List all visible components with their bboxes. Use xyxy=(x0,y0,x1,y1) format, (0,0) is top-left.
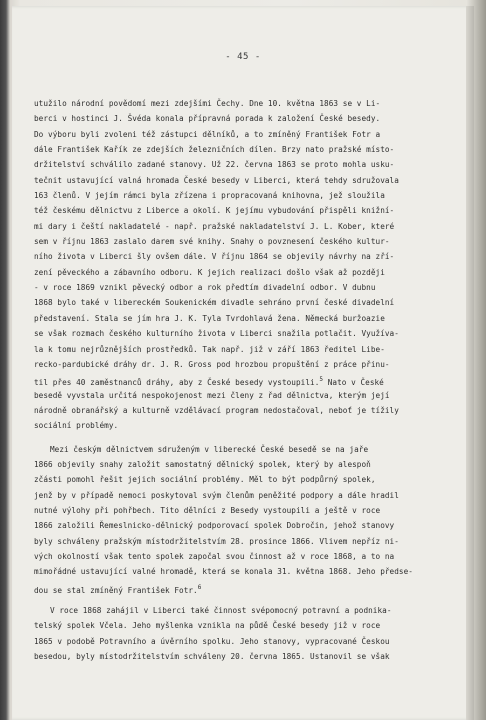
text-line: sociální problémy. xyxy=(34,421,119,431)
text-line: nutné výlohy při pohřbech. Tito dělníci z Besedy vystoupili a ještě v roce xyxy=(34,505,381,515)
footnote-marker: 5 xyxy=(319,376,324,384)
text-line: 1866 objevily snahy založit samostatný dělnický spolek, který by alespoň xyxy=(34,459,371,469)
text-line xyxy=(34,580,434,595)
text-line: telský spolek Včela. Jeho myšlenka vznikla na půdě České besedy již v roce xyxy=(34,621,381,631)
text-line: národně obranářský a kulturně vzdělávací program nedostačoval, neboť je tížily xyxy=(34,405,399,415)
text-line: 1865 v podobě Potravního a úvěrního spolku. Jeho stanovy, vypracované Českou xyxy=(34,636,390,646)
text-line: 1866 založili Řemeslnicko-dělnický podporovací spolek Dobročin, jehož stanovy xyxy=(34,521,395,531)
text-line: - v roce 1869 vznikl pěvecký odbor a rok předtím divadelní odbor. V dubnu xyxy=(34,283,376,293)
text-line: držitelství schválilo zadané stanovy. Už 22. června 1863 se proto mohla usku- xyxy=(34,160,395,170)
text-line: ního života v Liberci šly ovšem dále. V říjnu 1864 se objevily návrhy na zří- xyxy=(34,252,395,262)
text-line: se však rozmach českého kulturního života v Liberci snažila potlačit. Využíva- xyxy=(34,329,399,339)
text-line xyxy=(34,372,434,387)
text-line: utužilo národní povědomí mezi zdejšími Čechy. Dne 10. května 1863 se v Li- xyxy=(34,99,381,108)
text-line: jenž by v případě nemoci poskytoval svým členům peněžité podpory a dále hradil xyxy=(34,490,399,500)
text-line: vých okolností však tento spolek započal svou činnost až v roce 1868, a to na xyxy=(34,551,395,561)
text-line: V roce 1868 zahájil v Liberci také činnost svépomocný potravní a podnika- xyxy=(50,606,392,615)
text-line: zčásti pomohl řešit jejich sociální problémy. Měl to být podpůrný spolek, xyxy=(34,475,376,485)
text-segment: Nato v České xyxy=(323,378,384,388)
text-line: též českému dělnictvu z Liberce a okolí. K jejímu vybudování přispěli knižní- xyxy=(34,206,395,216)
text-line: tečnit ustavující valná hromada České besedy v Liberci, která tehdy sdružovala xyxy=(34,175,399,185)
text-line: sem v říjnu 1863 zaslalo darem své knihy. Snahy o povznesení českého kultur- xyxy=(34,237,390,247)
text-line: představení. Stala se jím hra J. K. Tyla Tvrdohlavá žena. Německá buržoazie xyxy=(34,313,385,323)
text-line: Mezi českým dělnictvem sdruženým v liberecké České besedě se na jaře xyxy=(50,444,369,454)
footnote-marker: 6 xyxy=(197,583,202,591)
text-segment: til přes 40 zaměstnanců dráhy, aby z České besedy vystoupili. xyxy=(34,378,320,388)
text-line: besedě vyvstala určitá nespokojenost mezi členy z řad dělnictva, kterým její xyxy=(34,390,390,400)
text-line: 163 členů. V jejím rámci byla zřízena i propracovaná knihovna, jež sloužila xyxy=(34,191,385,201)
document-page xyxy=(12,6,474,720)
text-line: dále František Kařík ze zdejších železničních dílen. Brzy nato pražské místo- xyxy=(34,145,395,155)
text-line: byly schváleny pražským místodržitelstvím 28. prosince 1866. Vlivem nepříz ni- xyxy=(34,536,399,546)
text-line: mimořádné ustavující valné hromadě, která se konala 31. května 1868. Jeho předse- xyxy=(34,567,413,577)
text-line: besedou, byly místodržitelstvím schváleny 20. června 1865. Ustanovil se však xyxy=(34,652,390,662)
paragraph-1 xyxy=(34,96,434,434)
paragraph-2 xyxy=(34,442,434,595)
text-segment: dou se stal zmíněný František Fotr. xyxy=(34,585,198,595)
text-line: mi dary i čeští nakladatelé - např. pražské nakladatelství J. L. Kober, které xyxy=(34,221,395,231)
page-number: - 45 - xyxy=(225,52,261,62)
text-line: recko-pardubické dráhy dr. J. R. Gross pod hrozbou propuštění z práce přinu- xyxy=(34,359,390,369)
paragraph-3 xyxy=(34,603,434,664)
text-line: zení pěveckého a zábavního odboru. K jejich realizaci došlo však až později xyxy=(34,267,385,277)
text-line: berci v hostinci J. Švéda konala přípravná porada k založení České besedy. xyxy=(34,114,381,124)
page-edge xyxy=(466,6,474,720)
text-line: la k tomu nejrůznějších prostředků. Tak např. již v září 1863 ředitel Libe- xyxy=(34,344,385,354)
text-line: Do výboru byli zvoleni též zástupci dělníků, a to zmíněný František Fotr a xyxy=(34,129,381,139)
body-text xyxy=(34,96,434,664)
text-line: 1868 bylo také v libereckém Soukenickém divadle sehráno první české divadelní xyxy=(34,298,395,308)
